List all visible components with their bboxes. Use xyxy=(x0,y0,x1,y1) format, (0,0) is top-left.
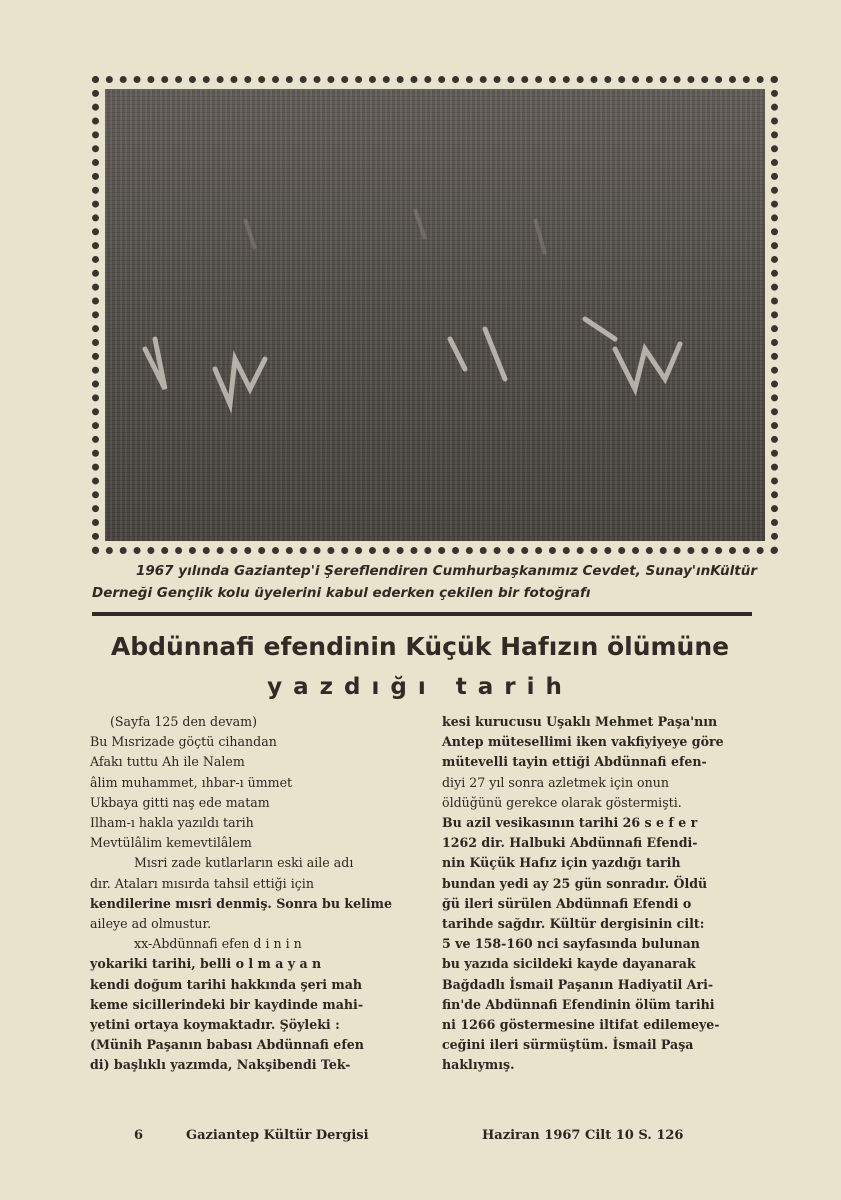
photo-figures xyxy=(105,89,765,541)
poem-line: Ilham-ı hakla yazıldı tarih xyxy=(90,815,254,831)
paragraph-line: keme sicillerindeki bir kaydinde mahi- xyxy=(90,996,364,1012)
paragraph-line: haklıymış. xyxy=(442,1057,515,1073)
article-title: Abdünnafi efendinin Küçük Hafızın ölümüne xyxy=(110,632,730,661)
paragraph-line: bundan yedi ay 25 gün sonradır. Öldü xyxy=(442,875,708,891)
paragraph-line: Bağdadlı İsmail Paşanın Hadiyatil Ari- xyxy=(442,976,714,992)
paragraph-line: (Sayfa 125 den devam) xyxy=(110,714,257,729)
paragraph-line: 1262 dir. Halbuki Abdünnafi Efendi- xyxy=(442,835,698,851)
paragraph-line: Bu azil vesikasının tarihi 26 s e f e r xyxy=(442,815,698,831)
paragraph-line: mütevelli tayin ettiği Abdünnafi efen- xyxy=(442,754,707,770)
event-photograph xyxy=(105,89,765,541)
section-divider xyxy=(92,612,752,616)
paragraph-line: ğü ileri sürülen Abdünnafi Efendi o xyxy=(442,895,692,911)
poem-line: Bu Mısrizade göçtü cihandan xyxy=(90,734,277,750)
paragraph-line: ceğini ileri sürmüştüm. İsmail Paşa xyxy=(442,1037,694,1053)
paragraph-line: öldüğünü gerekce olarak göstermişti. xyxy=(442,794,682,810)
poem-line: âlim muhammet, ıhbar-ı ümmet xyxy=(90,774,293,790)
poem-line: Mevtülâlim kemevtilâlem xyxy=(90,835,252,851)
paragraph-line: di) başlıklı yazımda, Nakşibendi Tek- xyxy=(90,1057,351,1073)
paragraph-line: bu yazıda sicildeki kayde dayanarak xyxy=(442,956,696,972)
paragraph-line: Antep mütesellimi iken vakfiyiyeye göre xyxy=(442,734,724,750)
paragraph-line: yokariki tarihi, belli o l m a y a n xyxy=(90,956,322,972)
poem-line: Afakı tuttu Ah ile Nalem xyxy=(90,754,245,770)
photo-caption xyxy=(92,560,782,604)
caption-line-1: 1967 yılında Gaziantep'i Şereflendiren Cumhurbaşkanımız Cevdet, Sunay'ınKültür xyxy=(136,563,757,579)
paragraph-line: Mısri zade kutlarların eski aile adı xyxy=(134,855,354,871)
paragraph-line: kendilerine mısri denmiş. Sonra bu kelime xyxy=(90,895,393,911)
article-subtitle: yazdığı tarih xyxy=(267,674,573,700)
issue-info: Haziran 1967 Cilt 10 S. 126 xyxy=(482,1128,684,1143)
paragraph-line: (Münih Paşanın babası Abdünnafi efen xyxy=(90,1037,364,1053)
paragraph-line: aileye ad olmustur. xyxy=(90,916,212,932)
photo-frame xyxy=(92,76,778,554)
left-column xyxy=(90,712,420,1076)
paragraph-line: ni 1266 göstermesine iltifat edilemeye- xyxy=(442,1017,720,1033)
paragraph-line: nin Küçük Hafız için yazdığı tarih xyxy=(442,855,681,871)
paragraph-line: kesi kurucusu Uşaklı Mehmet Paşa'nın xyxy=(442,714,718,729)
page-number: 6 xyxy=(134,1128,144,1143)
poem-line: Ukbaya gitti naş ede matam xyxy=(90,794,270,810)
paragraph-line: tarihde sağdır. Kültür dergisinin cilt: xyxy=(442,916,705,932)
paragraph-line: kendi doğum tarihi hakkında şeri mah xyxy=(90,976,363,992)
paragraph-line: dır. Ataları mısırda tahsil ettiği için xyxy=(90,875,314,891)
caption-line-2: Derneği Gençlik kolu üyelerini kabul ederken çekilen bir fotoğrafı xyxy=(92,585,591,601)
paragraph-line: xx-Abdünnafi efen d i n i n xyxy=(134,936,302,952)
paragraph-line: 5 ve 158-160 nci sayfasında bulunan xyxy=(442,936,700,952)
paragraph-line: diyi 27 yıl sonra azletmek için onun xyxy=(442,774,669,790)
right-column xyxy=(442,712,784,1076)
paragraph-line: yetini ortaya koymaktadır. Şöyleki : xyxy=(90,1017,340,1033)
magazine-name: Gaziantep Kültür Dergisi xyxy=(186,1128,369,1143)
paragraph-line: fin'de Abdünnafi Efendinin ölüm tarihi xyxy=(442,996,715,1012)
